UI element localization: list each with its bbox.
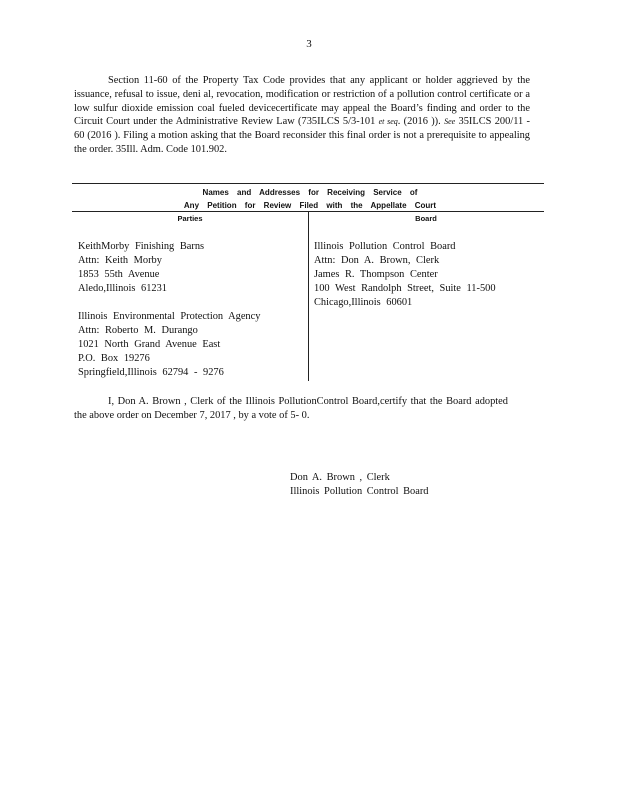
paragraph-text-part-2: . (2016 )). — [397, 116, 441, 128]
party-address-iepa — [78, 310, 260, 380]
page-number: 3 — [306, 38, 312, 50]
table-title-line-1: Names and Addresses for Receiving Service of — [202, 188, 418, 197]
signature-organization: Illinois Pollution Control Board — [290, 486, 429, 497]
signature-name: Don A. Brown , Clerk — [290, 472, 390, 483]
address-line: KeithMorby Finishing Barns — [78, 241, 205, 252]
address-line: Aledo,Illinois 61231 — [78, 283, 168, 294]
address-line: Illinois Environmental Protection Agency — [78, 311, 261, 322]
paragraph-text-part-1: Section 11-60 of the Property Tax Code provides that any applicant or holder aggrieved by the issuance, refusal to issue, deni al, revocation, modification or restriction of a pollution control certificate or a low sulfur dioxide emission coal fueled devicecertificate may appeal the Board’s finding and order to the Circuit Court under the Administrative Review Law (735ILCS 5/3-101 — [74, 75, 530, 128]
table-title-line-2: Any Petition for Review Filed with the Appellate Court — [183, 201, 437, 210]
address-line: 100 West Randolph Street, Suite 11-500 — [314, 283, 496, 294]
see-signal: See — [444, 117, 456, 127]
party-address-morby — [78, 240, 204, 296]
service-address-table — [72, 183, 544, 381]
board-column-header: Board — [415, 214, 437, 223]
table-title — [160, 186, 460, 212]
clerk-certification: I, Don A. Brown , Clerk of the Illinois PollutionControl Board,certify that the Board adopted the above order on December 7, 2017 , by a vote of 5- 0. — [74, 396, 508, 421]
parties-column-header: Parties — [177, 214, 203, 223]
table-top-rule — [72, 183, 544, 184]
et-seq-citation: et seq — [378, 117, 398, 127]
address-line: Attn: Keith Morby — [78, 255, 162, 266]
address-line: Chicago,Illinois 60601 — [314, 297, 413, 308]
address-line: P.O. Box 19276 — [78, 353, 150, 364]
board-address — [314, 240, 496, 310]
address-line: Illinois Pollution Control Board — [314, 241, 456, 252]
column-divider — [308, 211, 309, 381]
clerk-signature-block — [290, 471, 429, 499]
appeal-rights-paragraph — [74, 74, 530, 157]
address-line: Springfield,Illinois 62794 - 9276 — [78, 367, 224, 378]
address-line: Attn: Roberto M. Durango — [78, 325, 198, 336]
address-line: 1853 55th Avenue — [78, 269, 160, 280]
address-line: 1021 North Grand Avenue East — [78, 339, 221, 350]
paragraph-text-part-3: 35ILCS 200/11 - 60 (2016 ). Filing a motion asking that the Board reconsider this final order is not a prerequisite to appealing the order. 35Ill. Adm. Code 101.902. — [74, 116, 530, 155]
address-line: Attn: Don A. Brown, Clerk — [314, 255, 440, 266]
address-line: James R. Thompson Center — [314, 269, 438, 280]
